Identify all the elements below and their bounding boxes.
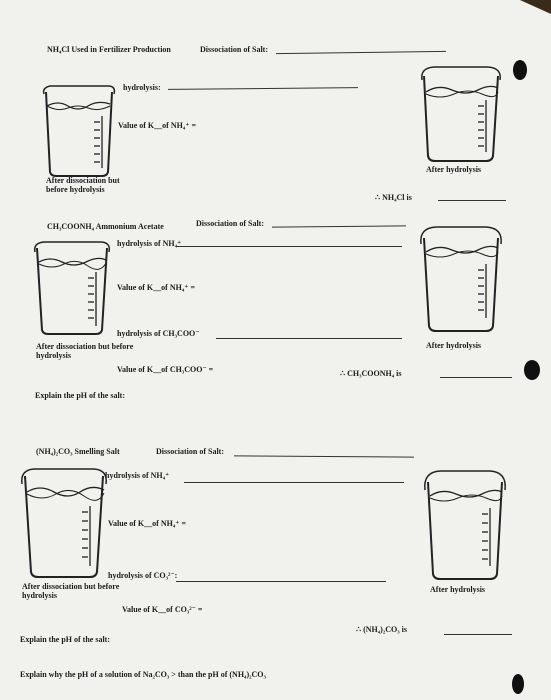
beaker-before-icon bbox=[30, 236, 114, 336]
beaker-after-icon bbox=[418, 222, 504, 334]
section2-conclusion-answer-line[interactable] bbox=[440, 377, 512, 378]
section1-before-caption: After dissociation but before hydrolysis bbox=[46, 176, 120, 195]
section3-hydrolysis-nh4-label: hydrolysis of NH₄⁺ bbox=[105, 471, 170, 480]
section1-hydrolysis-label: hydrolysis: bbox=[123, 83, 161, 92]
section2-hydrolysis-nh4-answer-line[interactable] bbox=[176, 246, 402, 247]
beaker-after-icon bbox=[418, 62, 504, 164]
section3-after-caption: After hydrolysis bbox=[430, 585, 486, 594]
section3-hydrolysis-co3-label: hydrolysis of CO₃²⁻: bbox=[108, 571, 178, 580]
beaker-before-icon bbox=[38, 80, 120, 178]
section1-title: NH₄Cl Used in Fertilizer Production bbox=[47, 45, 171, 54]
section3-conclusion-answer-line[interactable] bbox=[444, 634, 512, 635]
binder-hole-icon bbox=[512, 674, 524, 694]
section1-conclusion-answer-line[interactable] bbox=[438, 200, 506, 201]
section3-explain: Explain the pH of the salt: bbox=[20, 635, 111, 644]
section2-k-acetate-label: Value of K__of CH₃COO⁻ = bbox=[117, 365, 214, 374]
section2-dissociation-label: Dissociation of Salt: bbox=[196, 219, 264, 228]
section1-conclusion: ∴ NH₄Cl is bbox=[375, 193, 412, 202]
section3-conclusion: ∴ (NH₄)₂CO₃ is bbox=[356, 625, 407, 634]
section2-conclusion: ∴ CH₃COONH₄ is bbox=[340, 369, 402, 378]
binder-hole-icon bbox=[513, 60, 527, 80]
section2-after-caption: After hydrolysis bbox=[426, 341, 482, 350]
section2-explain: Explain the pH of the salt: bbox=[35, 391, 126, 400]
section2-hydrolysis-acetate-label: hydrolysis of CH₃COO⁻ bbox=[117, 329, 200, 338]
beaker-after-icon bbox=[422, 466, 508, 582]
section1-dissociation-label: Dissociation of Salt: bbox=[200, 45, 268, 54]
section3-title: (NH₄)₂CO₃ Smelling Salt bbox=[36, 447, 120, 456]
section1-after-caption: After hydrolysis bbox=[426, 165, 482, 174]
section3-hydrolysis-nh4-answer-line[interactable] bbox=[184, 482, 404, 483]
section3-dissociation-answer-line[interactable] bbox=[234, 455, 414, 457]
section3-before-caption: After dissociation but before hydrolysis bbox=[22, 582, 120, 601]
section2-title: CH₃COONH₄ Ammonium Acetate bbox=[47, 222, 164, 231]
binder-hole-icon bbox=[524, 360, 540, 380]
corner-shadow-icon bbox=[500, 0, 551, 14]
section2-k-nh4-label: Value of K__of NH₄⁺ = bbox=[117, 283, 195, 292]
beaker-before-icon bbox=[18, 462, 110, 580]
section3-hydrolysis-co3-answer-line[interactable] bbox=[176, 581, 386, 582]
section2-before-caption: After dissociation but before hydrolysis bbox=[36, 342, 134, 361]
section1-k-label: Value of K__of NH₄⁺ = bbox=[118, 121, 196, 130]
section1-dissociation-answer-line[interactable] bbox=[276, 51, 446, 54]
section3-k-nh4-label: Value of K__of NH₄⁺ = bbox=[108, 519, 186, 528]
section2-hydrolysis-acetate-answer-line[interactable] bbox=[216, 338, 402, 339]
section3-k-co3-label: Value of K__of CO₃²⁻ = bbox=[122, 605, 203, 614]
section2-dissociation-answer-line[interactable] bbox=[272, 225, 406, 227]
section3-dissociation-label: Dissociation of Salt: bbox=[156, 447, 224, 456]
final-question: Explain why the pH of a solution of Na₂CO₃ > than the pH of (NH₄)₂CO₃ bbox=[20, 670, 266, 679]
section2-hydrolysis-nh4-label: hydrolysis of NH₄⁺ bbox=[117, 239, 182, 248]
section1-hydrolysis-answer-line[interactable] bbox=[168, 87, 358, 90]
